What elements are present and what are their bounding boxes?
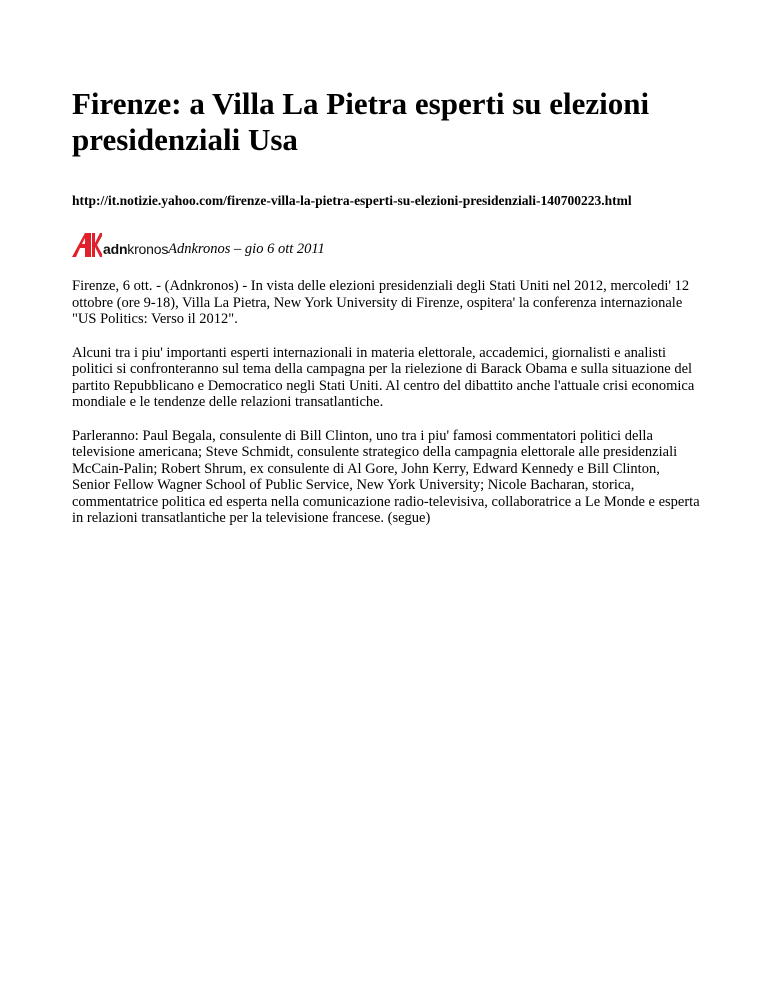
paragraph-1: Firenze, 6 ott. - (Adnkronos) - In vista delle elezioni presidenziali degli Stati Uniti nel 2012, mercoledi' 12 ottobre (ore 9-18), Villa La Pietra, New York University di Firenze, ospitera' la conferenza internazionale "US Politics: Verso il 2012". [72, 278, 690, 327]
logo-wordmark [103, 242, 168, 256]
adnkronos-logo-icon [72, 233, 102, 257]
byline [72, 231, 700, 257]
paragraph-2: Alcuni tra i piu' importanti esperti internazionali in materia elettorale, accademici, giornalisti e analisti politici si confronteranno sul tema della campagna per la rielezione di Barack Obama e sulla situazione del partito Repubblicano e Democratico negli Stati Uniti. Al centro del dibattito anche l'attuale crisi economica mondiale e le tendenze delle relazioni transatlantiche. [72, 344, 695, 410]
source-line: Adnkronos – gio 6 ott 2011 [168, 241, 325, 257]
article-url: http://it.notizie.yahoo.com/firenze-villa-la-pietra-esperti-su-elezioni-presidenziali-140700223.html [72, 193, 632, 208]
paragraph-3: Parleranno: Paul Begala, consulente di Bill Clinton, uno tra i piu' famosi commentatori politici della televisione americana; Steve Schmidt, consulente strategico della campagnia elettorale alle presidenziali McCain-Palin; Robert Shrum, ex consulente di Al Gore, John Kerry, Edward Kennedy e Bill Clinton, Senior Fellow Wagner School of Public Service, New York University; Nicole Bacharan, storica, commentatrice politica ed esperta nella comunicazione radio-televisiva, collaboratrice a Le Monde e esperta in relazioni transatlantiche per la televisione francese. (segue) [72, 427, 700, 526]
article [72, 86, 700, 527]
article-title: Firenze: a Villa La Pietra esperti su elezioni presidenziali Usa [72, 86, 650, 157]
logo-text-regular: kronos [127, 241, 169, 257]
logo-text-bold: adn [103, 241, 128, 257]
adnkronos-logo [72, 231, 168, 257]
